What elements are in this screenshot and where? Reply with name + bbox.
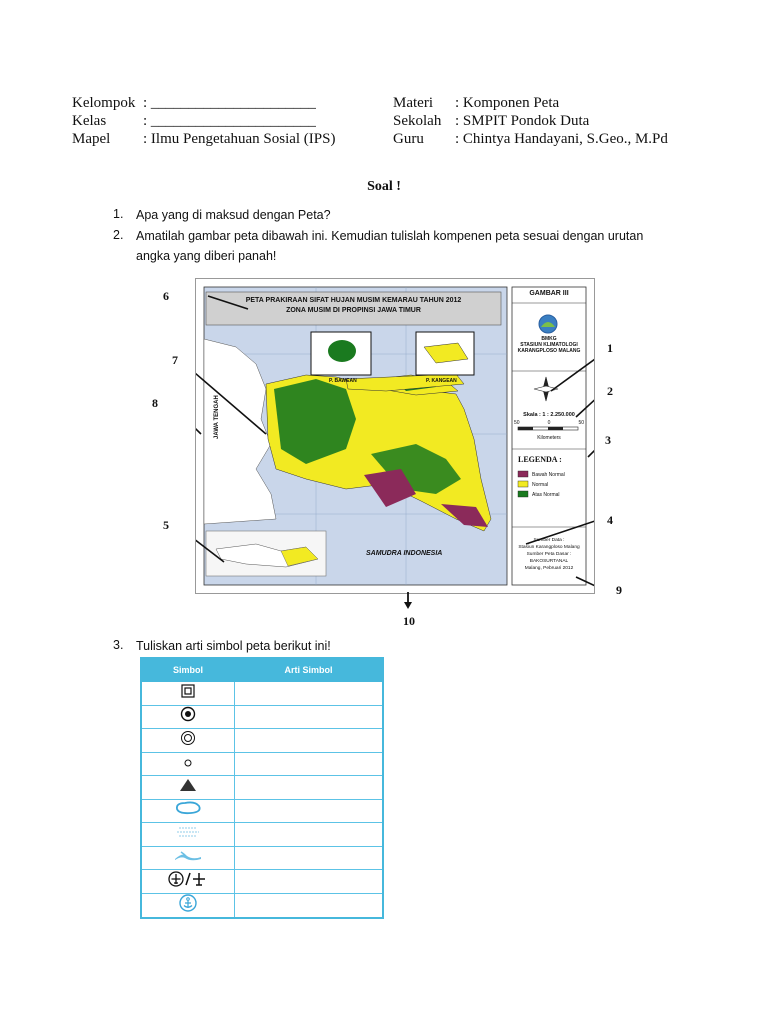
scale-tick: 50: [578, 420, 584, 426]
table-row: [141, 729, 383, 753]
symbol-meaning-cell[interactable]: [235, 894, 384, 919]
symbol-meaning-cell[interactable]: [235, 752, 384, 776]
map-source-3: Sumber Peta Dasar :: [526, 552, 572, 557]
symbol-table: [140, 657, 384, 919]
square-in-square-icon: [141, 682, 235, 706]
symbol-col-header: Simbol: [141, 658, 235, 682]
table-row: [141, 752, 383, 776]
materi-value: : Komponen Peta: [455, 95, 560, 111]
table-row: [141, 705, 383, 729]
map-label-bawean: P. BAWEAN: [329, 378, 357, 384]
arrow-number-8: 8: [152, 396, 158, 410]
arrow-number-3: 3: [605, 433, 611, 447]
map-scale-unit: Kilometers: [537, 435, 561, 441]
symbol-meaning-cell[interactable]: [235, 705, 384, 729]
symbol-meaning-cell[interactable]: [235, 870, 384, 894]
map-label-kangean: P. KANGEAN: [426, 378, 457, 384]
arrow-number-5: 5: [163, 518, 169, 532]
legend-item: Normal: [532, 482, 549, 488]
map-station-2: KARANGPLOSO MALANG: [517, 348, 581, 354]
table-row: [141, 823, 383, 847]
map-source-5: Malang, Pebruari 2012: [524, 566, 574, 571]
mapel-value: : Ilmu Pengetahuan Sosial (IPS): [143, 131, 336, 147]
scale-tick: 0: [547, 420, 551, 426]
map-label-jawa-tengah: JAWA TENGAH: [214, 395, 220, 439]
map-label-samudra: SAMUDRA INDONESIA: [366, 550, 443, 557]
legend-item: Atas Normal: [532, 492, 560, 498]
lake-icon: [141, 799, 235, 823]
map-source-1: Sumber Data :: [533, 538, 565, 543]
map-image: [195, 278, 595, 594]
symbol-meaning-cell[interactable]: [235, 729, 384, 753]
arrow-down-icon: [403, 592, 413, 610]
arrow-number-6: 6: [163, 289, 169, 303]
arrow-number-2: 2: [607, 384, 613, 398]
map-gambar-label: GAMBAR III: [529, 290, 569, 297]
guru-value: : Chintya Handayani, S.Geo., M.Pd: [455, 131, 668, 147]
question-2-text: Amatilah gambar peta dibawah ini. Kemudian tulislah kompenen peta sesuai dengan urutan: [136, 229, 644, 243]
table-row: [141, 682, 383, 706]
question-2-text-cont: angka yang diberi panah!: [136, 249, 277, 263]
symbol-meaning-cell[interactable]: [235, 682, 384, 706]
symbol-meaning-cell[interactable]: [235, 823, 384, 847]
question-2-number: 2.: [113, 228, 124, 242]
table-row: [141, 776, 383, 800]
arrow-number-10: 10: [403, 614, 415, 628]
question-1-text: Apa yang di maksud dengan Peta?: [136, 208, 331, 222]
arrow-number-7: 7: [172, 353, 178, 367]
map-scale: Skala : 1 : 2.250.000: [523, 412, 575, 418]
symbol-meaning-cell[interactable]: [235, 799, 384, 823]
question-3-text: Tuliskan arti simbol peta berikut ini!: [136, 639, 331, 653]
map-bmkg: BMKG: [541, 336, 557, 342]
table-row: [141, 894, 383, 919]
scale-tick: 50: [514, 420, 520, 426]
materi-label: Materi: [393, 95, 433, 111]
swamp-icon: [141, 823, 235, 847]
kelas-value[interactable]: : ______________________: [143, 113, 316, 129]
double-circle-icon: [141, 729, 235, 753]
dot-in-circle-icon: [141, 705, 235, 729]
map-legend-title: LEGENDA :: [518, 455, 562, 464]
page-title: Soal !: [367, 179, 401, 194]
kelompok-label: Kelompok: [72, 95, 136, 111]
small-circle-icon: [141, 752, 235, 776]
airport-icon: [141, 870, 235, 894]
map-station-1: STASIUN KLIMATOLOGI: [520, 342, 578, 348]
table-row: [141, 799, 383, 823]
symbol-meaning-cell[interactable]: [235, 776, 384, 800]
map-source-4: BAKOSURTANAL: [529, 559, 569, 564]
map-title-line2: ZONA MUSIM DI PROPINSI JAWA TIMUR: [286, 307, 421, 314]
meaning-col-header: Arti Simbol: [235, 658, 384, 682]
arrow-number-1: 1: [607, 341, 613, 355]
table-row: [141, 870, 383, 894]
symbol-meaning-cell[interactable]: [235, 846, 384, 870]
mapel-label: Mapel: [72, 131, 111, 147]
kelas-label: Kelas: [72, 113, 107, 129]
arrow-number-9: 9: [616, 583, 622, 597]
sekolah-label: Sekolah: [393, 113, 442, 129]
map-title-line1: PETA PRAKIRAAN SIFAT HUJAN MUSIM KEMARAU TAHUN 2012: [245, 297, 462, 304]
triangle-icon: [141, 776, 235, 800]
anchor-icon: [141, 894, 235, 919]
legend-item: Bawah Normal: [532, 472, 565, 478]
question-3-number: 3.: [113, 638, 124, 652]
kelompok-value[interactable]: : ______________________: [143, 95, 316, 111]
sekolah-value: : SMPIT Pondok Duta: [455, 113, 590, 129]
guru-label: Guru: [393, 131, 424, 147]
map-source-2: Stasiun Karangploso Malang: [518, 545, 580, 550]
arrow-number-4: 4: [607, 513, 613, 527]
table-row: [141, 846, 383, 870]
question-1-number: 1.: [113, 207, 124, 221]
river-icon: [141, 846, 235, 870]
